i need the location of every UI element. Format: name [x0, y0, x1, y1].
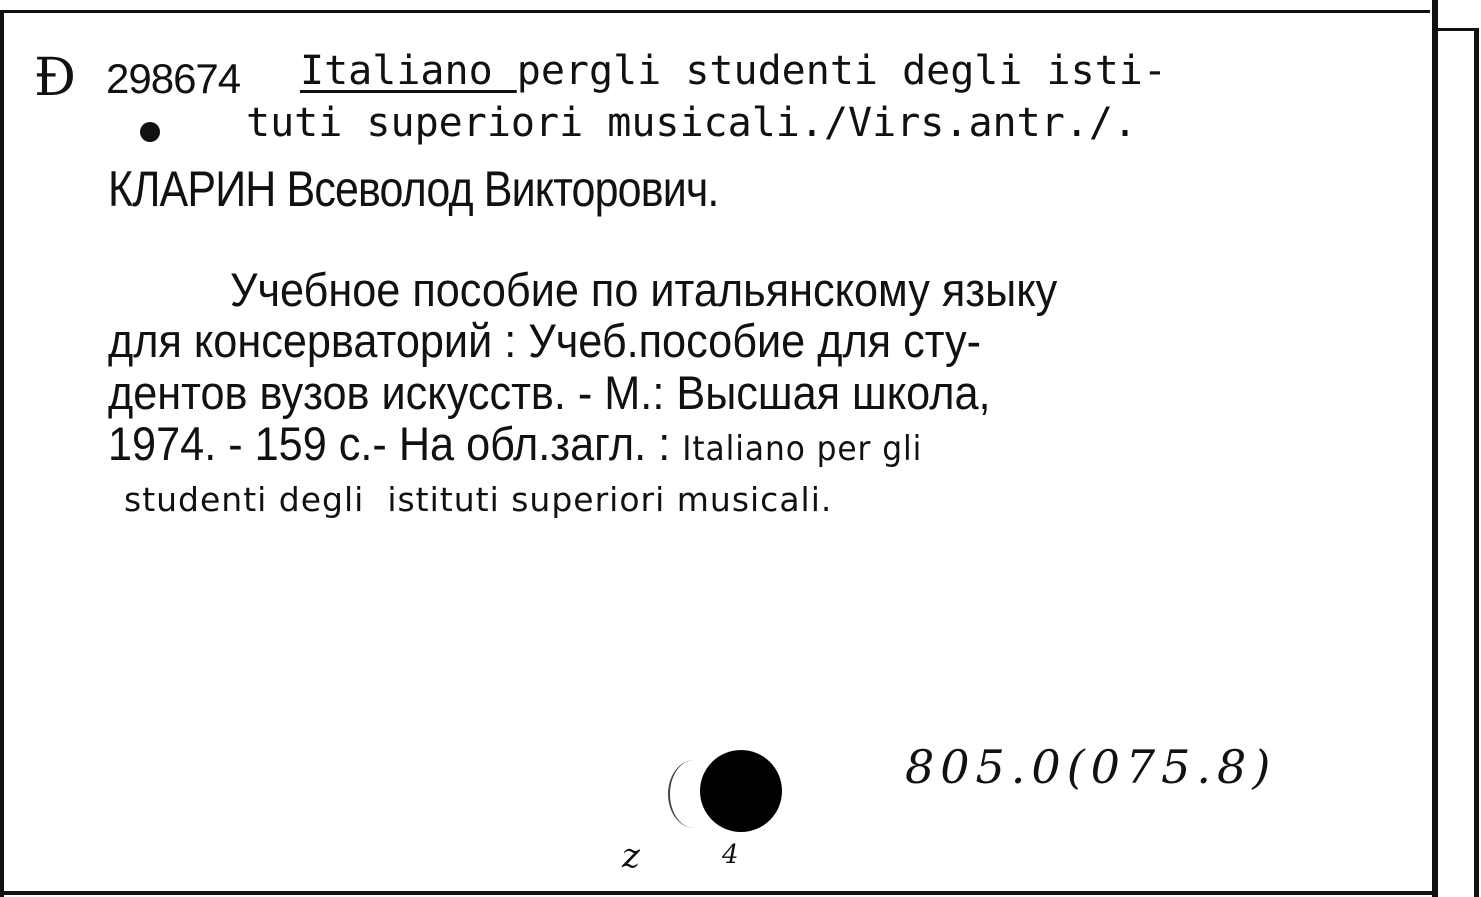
title-line-1	[300, 48, 1167, 94]
title-line-2: tuti superiori musicali./Virs.antr./.	[246, 100, 1138, 146]
body-line-1: Учебное пособие по итальянскому языку	[230, 263, 1058, 316]
card-bottom-edge	[0, 891, 1438, 895]
imprint-text: 1974. - 159 с.- На обл.загл. :	[108, 417, 683, 470]
body-line-2: для консерваторий : Учеб.пособие для сту-	[108, 314, 982, 367]
handwritten-note-left: z	[622, 836, 640, 876]
punch-hole	[700, 750, 782, 832]
parallel-title-start: Italiano per gli	[682, 429, 923, 469]
title-italiano: Italiano	[300, 48, 517, 94]
shelf-mark: 805.0(075.8)	[905, 740, 1277, 794]
card-right-border	[1432, 0, 1481, 897]
bullet-dot	[140, 122, 160, 142]
accession-number: 298674	[106, 55, 241, 102]
catalog-mark: Ð	[34, 48, 76, 108]
author-heading: КЛАРИН Всеволод Викторович.	[108, 161, 719, 217]
title-line-1-rest: pergli studenti degli isti-	[516, 48, 1167, 94]
body-line-4	[108, 416, 922, 471]
handwritten-note-right: 4	[722, 840, 739, 870]
card-left-edge	[0, 12, 4, 897]
body-line-3: дентов вузов искусств. - М.: Высшая школа,	[108, 366, 991, 419]
parallel-title-continued: studenti degli istituti superiori musicali.	[124, 480, 833, 519]
card-top-edge	[0, 10, 1430, 13]
